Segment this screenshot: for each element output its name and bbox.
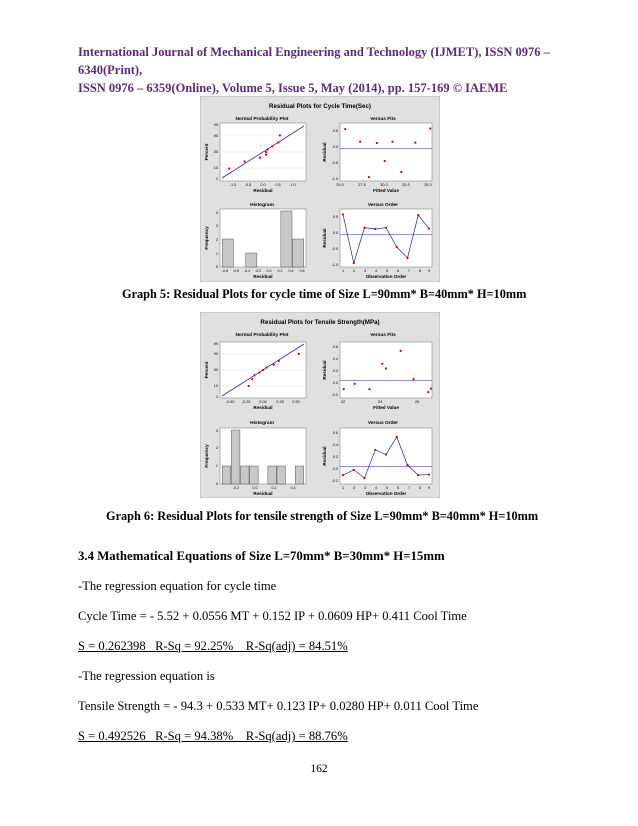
paragraph-line: -The regression equation is xyxy=(78,669,215,683)
hist-xtick: 0.6 xyxy=(299,269,305,273)
figure-title: Residual Plots for Tensile Strength(MPa) xyxy=(260,319,380,326)
data-point xyxy=(376,142,378,144)
vfits-xtick: 25.0 xyxy=(336,183,344,187)
data-point xyxy=(384,160,386,162)
hist-title: Histogram xyxy=(250,421,274,426)
hist-ytick: 2 xyxy=(215,446,218,450)
data-point xyxy=(354,383,356,385)
histogram-bar xyxy=(293,239,304,267)
npp-xtick: -0.5 xyxy=(244,183,252,187)
vfits-xtick: 30.0 xyxy=(380,183,388,187)
data-point xyxy=(429,127,431,129)
data-point xyxy=(430,387,432,389)
npp-ylabel: Percent xyxy=(204,361,209,379)
vfits-ylabel: Residual xyxy=(322,360,327,380)
vorder-xtick: 5 xyxy=(385,486,389,490)
npp-xlabel: Residual xyxy=(253,405,273,410)
vorder-xtick: 4 xyxy=(374,486,378,490)
vfits-title: Versus Fits xyxy=(370,333,396,338)
vorder-xtick: 9 xyxy=(427,269,431,273)
hist-ytick: 3 xyxy=(215,224,218,228)
data-point xyxy=(271,145,273,147)
data-point xyxy=(374,449,376,451)
data-point xyxy=(248,385,250,387)
hist-xtick: 0.4 xyxy=(288,269,294,273)
tensile-strength-equation: Tensile Strength = - 94.3 + 0.533 MT+ 0.123 IP+ 0.0280 HP+ 0.011 Cool Time xyxy=(78,699,479,713)
hist-xtick: -0.2 xyxy=(254,269,262,273)
vorder-ytick: -1.0 xyxy=(331,263,338,267)
data-point xyxy=(396,246,398,248)
hist-xtick: -0.4 xyxy=(243,269,251,273)
data-point xyxy=(228,168,230,170)
hist-xtick: 0.2 xyxy=(277,269,283,273)
hist-xtick: -0.6 xyxy=(232,269,240,273)
histogram-bar xyxy=(277,466,286,484)
paragraph-line: -The regression equation for cycle time xyxy=(78,579,277,593)
histogram-bar xyxy=(246,253,257,267)
hist-ytick: 0 xyxy=(215,265,218,269)
vfits-xlabel: Fitted Value xyxy=(373,405,399,410)
npp-xtick: 0.25 xyxy=(276,400,284,404)
data-point xyxy=(400,350,402,352)
npp-title: Normal Probability Plot xyxy=(235,117,289,122)
vfits-xlabel: Fitted Value xyxy=(373,188,399,193)
hist-xtick: 0.2 xyxy=(271,486,277,490)
data-point xyxy=(267,148,269,150)
vorder-xtick: 9 xyxy=(427,486,431,490)
data-point xyxy=(391,141,393,143)
histogram-bar xyxy=(268,466,277,484)
data-point xyxy=(342,474,344,476)
data-point xyxy=(396,436,398,438)
hist-ytick: 4 xyxy=(215,211,218,215)
hist-ytick: 2 xyxy=(215,238,218,242)
vfits-xtick: 22 xyxy=(340,400,346,404)
vorder-xtick: 8 xyxy=(418,486,422,490)
section-heading: 3.4 Mathematical Equations of Size L=70mm* B=30mm* H=15mm xyxy=(78,549,445,563)
data-point xyxy=(343,388,345,390)
data-point xyxy=(279,134,281,136)
vorder-xtick: 2 xyxy=(352,269,356,273)
tensile-strength-stats: S = 0.492526 R-Sq = 94.38% R-Sq(adj) = 88.76% xyxy=(78,729,348,743)
vfits-plot-area xyxy=(340,123,432,181)
figure-tensile-strength-caption: Graph 6: Residual Plots for tensile strength of Size L=90mm* B=40mm* H=10mm xyxy=(106,509,539,523)
hist-xlabel: Residual xyxy=(253,274,273,279)
data-point xyxy=(344,128,346,130)
figure-title: Residual Plots for Cycle Time(Sec) xyxy=(268,103,372,110)
vorder-ytick: 0.2 xyxy=(332,455,338,459)
vorder-xtick: 8 xyxy=(418,269,422,273)
vorder-title: Versus Order xyxy=(367,421,399,426)
vorder-xtick: 7 xyxy=(407,269,411,273)
hist-xtick: -0.8 xyxy=(221,269,229,273)
hist-xlabel: Residual xyxy=(253,491,273,496)
data-point xyxy=(353,469,355,471)
hist-ylabel: Frequency xyxy=(204,226,209,250)
data-point xyxy=(363,477,365,479)
histogram-bar xyxy=(222,239,233,267)
cycle-time-equation: Cycle Time = - 5.52 + 0.0556 MT + 0.152 IP + 0.0609 HP+ 0.411 Cool Time xyxy=(78,609,467,623)
histogram-bar xyxy=(222,466,231,484)
vfits-ytick: 0.4 xyxy=(332,357,338,361)
vorder-ytick: 0.5 xyxy=(332,215,338,219)
npp-xtick: 0.5 xyxy=(275,183,281,187)
npp-xlabel: Residual xyxy=(253,188,273,193)
data-point xyxy=(385,453,387,455)
journal-header xyxy=(78,43,578,97)
vorder-plot-area xyxy=(340,209,432,267)
npp-xtick: -1.0 xyxy=(229,183,237,187)
histogram-bar xyxy=(281,211,292,267)
data-point xyxy=(353,262,355,264)
data-point xyxy=(406,464,408,466)
hist-xtick: 0.4 xyxy=(290,486,296,490)
npp-title: Normal Probability Plot xyxy=(235,333,289,338)
vfits-ytick: 0.2 xyxy=(332,369,338,373)
header-line-1: International Journal of Mechanical Engineering and Technology (IJMET), ISSN 0976 – 6340(Print), xyxy=(78,45,550,77)
vorder-ylabel: Residual xyxy=(322,228,327,248)
npp-ytick: 99 xyxy=(213,123,218,127)
data-point xyxy=(265,154,267,156)
data-point xyxy=(277,141,279,143)
vorder-ytick: 0.0 xyxy=(332,467,338,471)
cycle-time-stats: S = 0.262398 R-Sq = 92.25% R-Sq(adj) = 84.51% xyxy=(78,639,348,653)
data-point xyxy=(342,213,344,215)
npp-ytick: 99 xyxy=(213,342,218,346)
vfits-xtick: 27.5 xyxy=(358,183,366,187)
vorder-xtick: 6 xyxy=(396,486,400,490)
data-point xyxy=(417,474,419,476)
hist-ytick: 0 xyxy=(215,482,218,486)
data-point xyxy=(359,141,361,143)
npp-ytick: 50 xyxy=(213,150,218,154)
vfits-xtick: 32.5 xyxy=(402,183,410,187)
vorder-xtick: 4 xyxy=(374,269,378,273)
figure-tensile-strength xyxy=(200,312,440,498)
vorder-xlabel: Observation Order xyxy=(365,274,407,279)
data-point xyxy=(400,171,402,173)
npp-xtick: 0.50 xyxy=(292,400,300,404)
data-point xyxy=(385,227,387,229)
vfits-xtick: 24 xyxy=(377,400,383,404)
npp-ytick: 10 xyxy=(213,384,218,388)
data-point xyxy=(374,228,376,230)
hist-xtick: 0.0 xyxy=(266,269,272,273)
figure-cycle-time xyxy=(200,96,440,282)
hist-xtick: 0.0 xyxy=(252,486,258,490)
data-point xyxy=(253,374,255,376)
npp-xtick: -0.25 xyxy=(241,400,251,404)
vfits-ytick: 0.0 xyxy=(332,381,338,385)
vorder-ytick: 0.6 xyxy=(332,431,338,435)
data-point xyxy=(251,378,253,380)
vfits-xtick: 26 xyxy=(414,400,420,404)
data-point xyxy=(385,367,387,369)
vorder-xlabel: Observation Order xyxy=(365,491,407,496)
histogram-bar xyxy=(231,430,240,484)
data-point xyxy=(265,366,267,368)
data-point xyxy=(406,257,408,259)
vorder-xtick: 7 xyxy=(407,486,411,490)
hist-xtick: -0.2 xyxy=(232,486,240,490)
vfits-xtick: 35.0 xyxy=(424,183,432,187)
hist-ylabel: Frequency xyxy=(204,444,209,468)
data-point xyxy=(265,151,267,153)
npp-xtick: 1.0 xyxy=(290,183,296,187)
figure-cycle-time-caption: Graph 5: Residual Plots for cycle time of Size L=90mm* B=40mm* H=10mm xyxy=(122,287,527,301)
vorder-xtick: 3 xyxy=(363,486,367,490)
npp-ylabel: Percent xyxy=(204,143,209,161)
vorder-ytick: 0.0 xyxy=(332,231,338,235)
data-point xyxy=(413,378,415,380)
data-point xyxy=(428,228,430,230)
data-point xyxy=(417,214,419,216)
hist-ytick: 1 xyxy=(215,464,218,468)
data-point xyxy=(427,391,429,393)
vorder-xtick: 2 xyxy=(352,486,356,490)
vorder-ytick: -0.2 xyxy=(331,479,338,483)
vorder-xtick: 3 xyxy=(363,269,367,273)
vorder-ytick: -0.5 xyxy=(331,247,338,251)
data-point xyxy=(368,176,370,178)
npp-ytick: 1 xyxy=(215,395,218,399)
data-point xyxy=(273,364,275,366)
npp-xtick: 0.00 xyxy=(259,400,267,404)
vfits-ytick: 0.0 xyxy=(332,145,338,149)
data-point xyxy=(262,369,264,371)
histogram-bar xyxy=(295,466,304,484)
npp-ytick: 10 xyxy=(213,166,218,170)
vorder-ytick: 0.4 xyxy=(332,443,338,447)
data-point xyxy=(243,160,245,162)
hist-title: Histogram xyxy=(250,203,274,208)
npp-ytick: 90 xyxy=(213,134,218,138)
data-point xyxy=(381,363,383,365)
hist-ytick: 1 xyxy=(215,252,218,256)
vfits-title: Versus Fits xyxy=(370,117,396,122)
vorder-ylabel: Residual xyxy=(322,446,327,466)
vfits-ylabel: Residual xyxy=(322,142,327,162)
hist-ytick: 3 xyxy=(215,429,218,433)
data-point xyxy=(363,227,365,229)
npp-xtick: -0.50 xyxy=(225,400,235,404)
data-point xyxy=(278,360,280,362)
vfits-plot-area xyxy=(340,342,432,398)
header-line-2: ISSN 0976 – 6359(Online), Volume 5, Issue 5, May (2014), pp. 157-169 © IAEME xyxy=(78,81,508,95)
vfits-ytick: 0.5 xyxy=(332,129,338,133)
vfits-ytick: -0.2 xyxy=(331,393,338,397)
npp-xtick: 0.0 xyxy=(260,183,266,187)
figure-tensile-strength-svg xyxy=(200,312,440,498)
data-point xyxy=(368,388,370,390)
figure-cycle-time-svg xyxy=(200,96,440,282)
vfits-ytick: -0.5 xyxy=(331,161,338,165)
vorder-xtick: 6 xyxy=(396,269,400,273)
vorder-xtick: 5 xyxy=(385,269,389,273)
data-point xyxy=(298,353,300,355)
data-point xyxy=(414,142,416,144)
data-point xyxy=(259,157,261,159)
npp-ytick: 1 xyxy=(215,177,218,181)
npp-ytick: 50 xyxy=(213,368,218,372)
npp-ytick: 90 xyxy=(213,352,218,356)
vorder-title: Versus Order xyxy=(367,203,399,208)
vorder-xtick: 1 xyxy=(341,486,345,490)
vfits-ytick: 0.6 xyxy=(332,345,338,349)
histogram-bar xyxy=(241,466,250,484)
data-point xyxy=(258,371,260,373)
histogram-bar xyxy=(250,466,259,484)
vorder-xtick: 1 xyxy=(341,269,345,273)
vfits-ytick: -1.0 xyxy=(331,177,338,181)
page-number: 162 xyxy=(310,763,328,775)
data-point xyxy=(428,473,430,475)
